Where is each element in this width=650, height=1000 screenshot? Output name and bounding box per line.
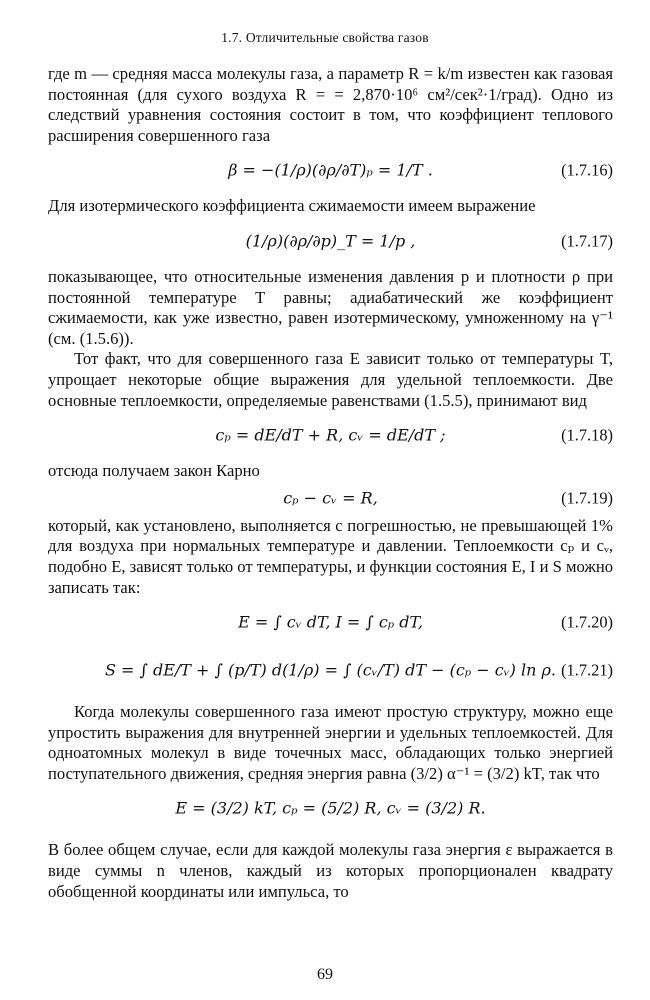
equation-number: (1.7.17) bbox=[561, 231, 613, 251]
equation-formula: cₚ − cᵥ = R, bbox=[283, 488, 378, 508]
equation-number: (1.7.16) bbox=[561, 161, 613, 181]
running-header: 1.7. Отличительные свойства газов bbox=[221, 30, 429, 45]
equation-1-7-17 bbox=[48, 219, 613, 265]
paragraph-5: отсюда получаем закон Карно bbox=[48, 461, 260, 481]
paragraph-1: где m — средняя масса молекулы газа, а параметр R = k/m известен как газовая постоянная (для сухого воздуха R = = 2,870·10⁶ см²/сек²·1/град). Одно из следствий уравнения состояния состоит в том, что коэффициент теплового расширения совершенного газа bbox=[48, 64, 613, 145]
paragraph-7: Когда молекулы совершенного газа имеют простую структуру, можно еще упростить выражения для внутренней энергии и удельных теплоемкостей. Для одноатомных молекул в виде точечных масс, обладающих только энергией поступательного движения, средняя энергия равна (3/2) α⁻¹ = (3/2) kT, так что bbox=[48, 702, 613, 783]
equation-formula: S = ∫ dE/T + ∫ (p/T) d(1/ρ) = ∫ (cᵥ/T) dT − (cₚ − cᵥ) ln ρ. bbox=[105, 660, 556, 680]
equation-1-7-20 bbox=[48, 600, 613, 646]
page-body bbox=[48, 64, 613, 902]
equation-number: (1.7.21) bbox=[561, 660, 613, 680]
equation-formula: E = (3/2) kT, cₚ = (5/2) R, cᵥ = (3/2) R. bbox=[175, 799, 486, 819]
paragraph-8: В более общем случае, если для каждой молекулы газа энергия ε выражается в виде суммы n членов, каждый из которых пропорционален квадрату обобщенной координаты или импульса, то bbox=[48, 840, 613, 901]
paragraph-2: Для изотермического коэффициента сжимаемости имеем выражение bbox=[48, 196, 536, 216]
equation-energy bbox=[48, 786, 613, 832]
equation-1-7-16 bbox=[48, 148, 613, 194]
equation-formula: E = ∫ cᵥ dT, I = ∫ cₚ dT, bbox=[238, 612, 423, 632]
paragraph-4: Тот факт, что для совершенного газа E зависит только от температуры T, упрощает некоторые общие выражения для удельной теплоемкости. Две основные теплоемкости, определяемые равенствами (1.5.5), принимают вид bbox=[48, 349, 613, 410]
paragraph-6: который, как установлено, выполняется с погрешностью, не превышающей 1% для воздуха при нормальных температуре и давлении. Теплоемкости cₚ и cᵥ, подобно E, зависят только от температуры, и функции состояния E, I и S можно записать так: bbox=[48, 515, 614, 597]
equation-number: (1.7.19) bbox=[561, 488, 613, 508]
equation-formula: β = −(1/ρ)(∂ρ/∂T)ₚ = 1/T . bbox=[228, 161, 433, 181]
equation-1-7-19 bbox=[48, 484, 613, 514]
page-number: 69 bbox=[317, 966, 333, 983]
equation-formula: cₚ = dE/dT + R, cᵥ = dE/dT ; bbox=[215, 425, 446, 445]
equation-1-7-18 bbox=[48, 413, 613, 459]
equation-1-7-21 bbox=[48, 648, 613, 694]
equation-number: (1.7.20) bbox=[561, 612, 613, 632]
paragraph-3: показывающее, что относительные изменения давления p и плотности ρ при постоянной температуре T равны; адиабатический же коэффициент сжимаемости, как уже известно, равен изотермическому, умноженному на γ⁻¹ (см. (1.5.6)). bbox=[48, 266, 613, 348]
equation-formula: (1/ρ)(∂ρ/∂p)_T = 1/p , bbox=[245, 231, 416, 251]
equation-number: (1.7.18) bbox=[561, 425, 613, 445]
